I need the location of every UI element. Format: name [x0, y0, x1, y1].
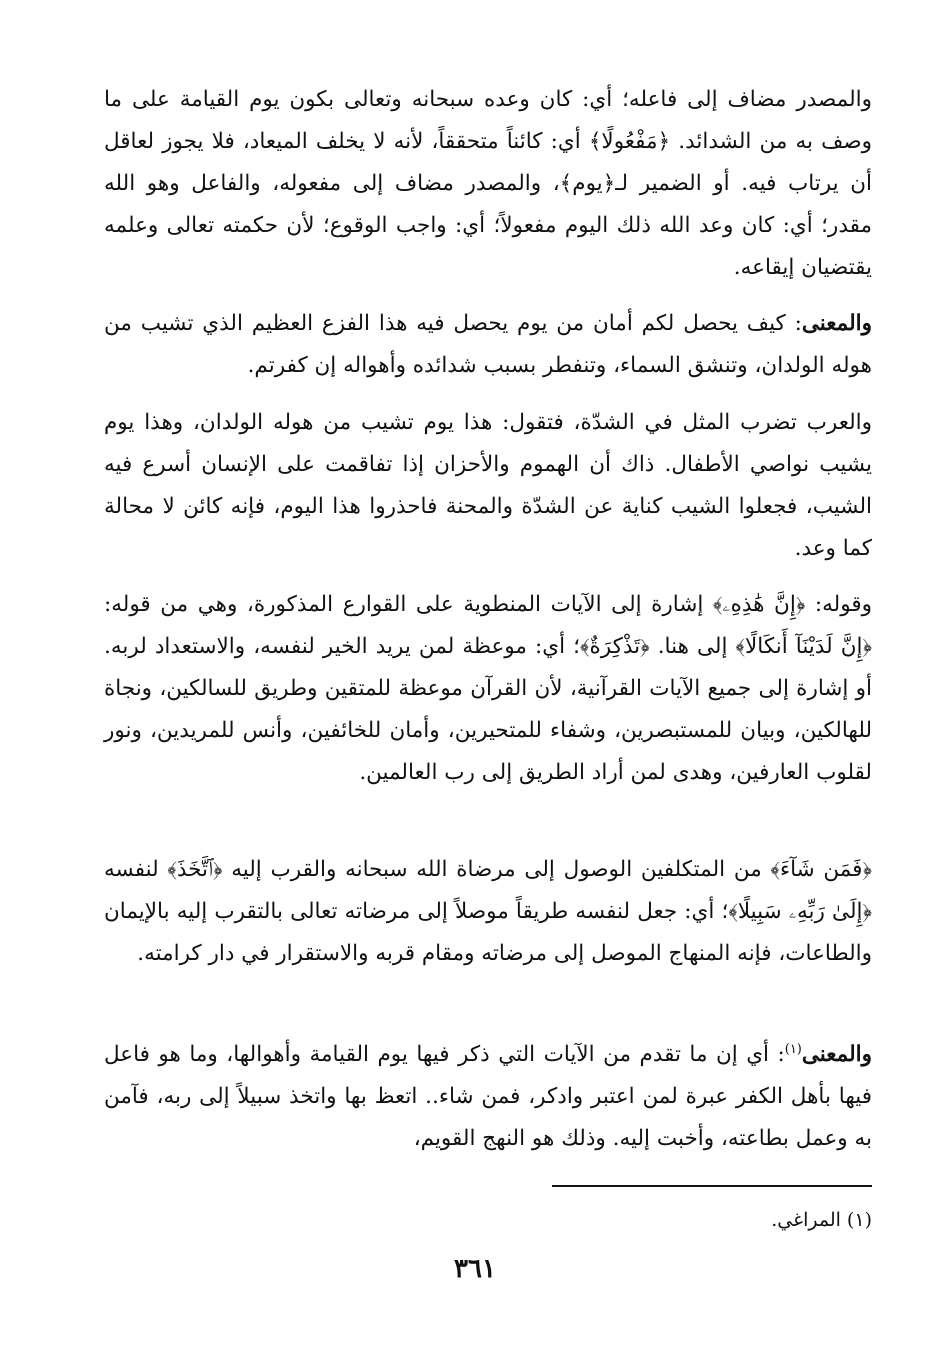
paragraph-3-text: والعرب تضرب المثل في الشدّة، فتقول: هذا يوم تشيب من هوله الولدان، وهذا يوم يشيب نواصي الأطفال. ذاك أن الهموم والأحزان إذا تفاقمت على الإنسان أسرع فيه الشيب، فجعلوا الشيب كناية عن الشدّة والمحنة فاحذروا هذا اليوم، فإنه كائن لا محالة كما وعد.: [104, 410, 872, 561]
paragraph-5-text: ﴿فَمَن شَآءَ﴾ من المتكلفين الوصول إلى مرضاة الله سبحانه والقرب إليه ﴿ٱتَّخَذَ﴾ لنفسه ﴿إِلَىٰ رَبِّهِۦ سَبِيلًا﴾؛ أي: جعل لنفسه طريقاً موصلاً إلى مرضاته تعالى بالتقرب إليه بالإيمان والطاعات، فإنه المنهاج الموصل إلى مرضاته ومقام قربه والاستقرار في دار كرامته.: [104, 857, 872, 966]
page-number: ٣٦١: [454, 1254, 496, 1284]
footnote-divider: [552, 1185, 872, 1187]
paragraph-3: [104, 402, 872, 570]
paragraph-4-text: وقوله: ﴿إِنَّ هَٰذِهِۦ﴾ إشارة إلى الآيات المنطوية على القوارع المذكورة، وهي من قوله: ﴿إِنَّ لَدَيْنَآ أَنكَالًا﴾ إلى هنا. ﴿تَذْكِرَةٌ﴾؛ أي: موعظة لمن يريد الخير لنفسه، والاستعداد لربه. أو إشارة إلى جميع الآيات القرآنية، لأن القرآن موعظة للمتقين وطريق للسالكين، ونجاة للهالكين، وبيان للمستبصرين، وشفاء للمتحيرين، وأمان للخائفين، وأنس للمريدين، ونور لقلوب العارفين، وهدى لمن أراد الطريق إلى رب العالمين.: [104, 592, 872, 785]
paragraph-2-lead: والمعنى: [801, 311, 872, 336]
footnote-marker: (١): [784, 1041, 802, 1057]
paragraph-6-text: : أي إن ما تقدم من الآيات التي ذكر فيها يوم القيامة وأهوالها، وما هو فاعل فيها بأهل الكفر عبرة لمن اعتبر وادكر، فمن شاء.. اتعظ بها واتخذ سبيلاً إلى ربه، فآمن به وعمل بطاعته، وأخبت إليه. وذلك هو النهج القويم،: [104, 1042, 872, 1151]
paragraph-4: [104, 584, 872, 794]
paragraph-2: [104, 303, 872, 387]
paragraph-5: [104, 849, 872, 975]
paragraph-1: [104, 79, 872, 289]
paragraph-6-lead: والمعنى: [801, 1042, 872, 1067]
footnote: (١) المراغي.: [771, 1209, 872, 1231]
paragraph-1-text: والمصدر مضاف إلى فاعله؛ أي: كان وعده سبحانه وتعالى بكون يوم القيامة على ما وصف به من الشدائد. ﴿مَفْعُولًا﴾ أي: كائناً متحققاً، لأنه لا يخلف الميعاد، فلا يجوز لعاقل أن يرتاب فيه. أو الضمير لـ﴿يوم﴾، والمصدر مضاف إلى مفعوله، والفاعل وهو الله مقدر؛ أي: كان وعد الله ذلك اليوم مفعولاً؛ أي: واجب الوقوع؛ لأن حكمته تعالى وعلمه يقتضيان إيقاعه.: [104, 87, 872, 280]
paragraph-2-text: : كيف يحصل لكم أمان من يوم يحصل فيه هذا الفزع العظيم الذي تشيب من هوله الولدان، وتنشق السماء، وتنفطر بسبب شدائده وأهواله إن كفرتم.: [104, 311, 872, 378]
paragraph-6: [104, 1034, 872, 1160]
